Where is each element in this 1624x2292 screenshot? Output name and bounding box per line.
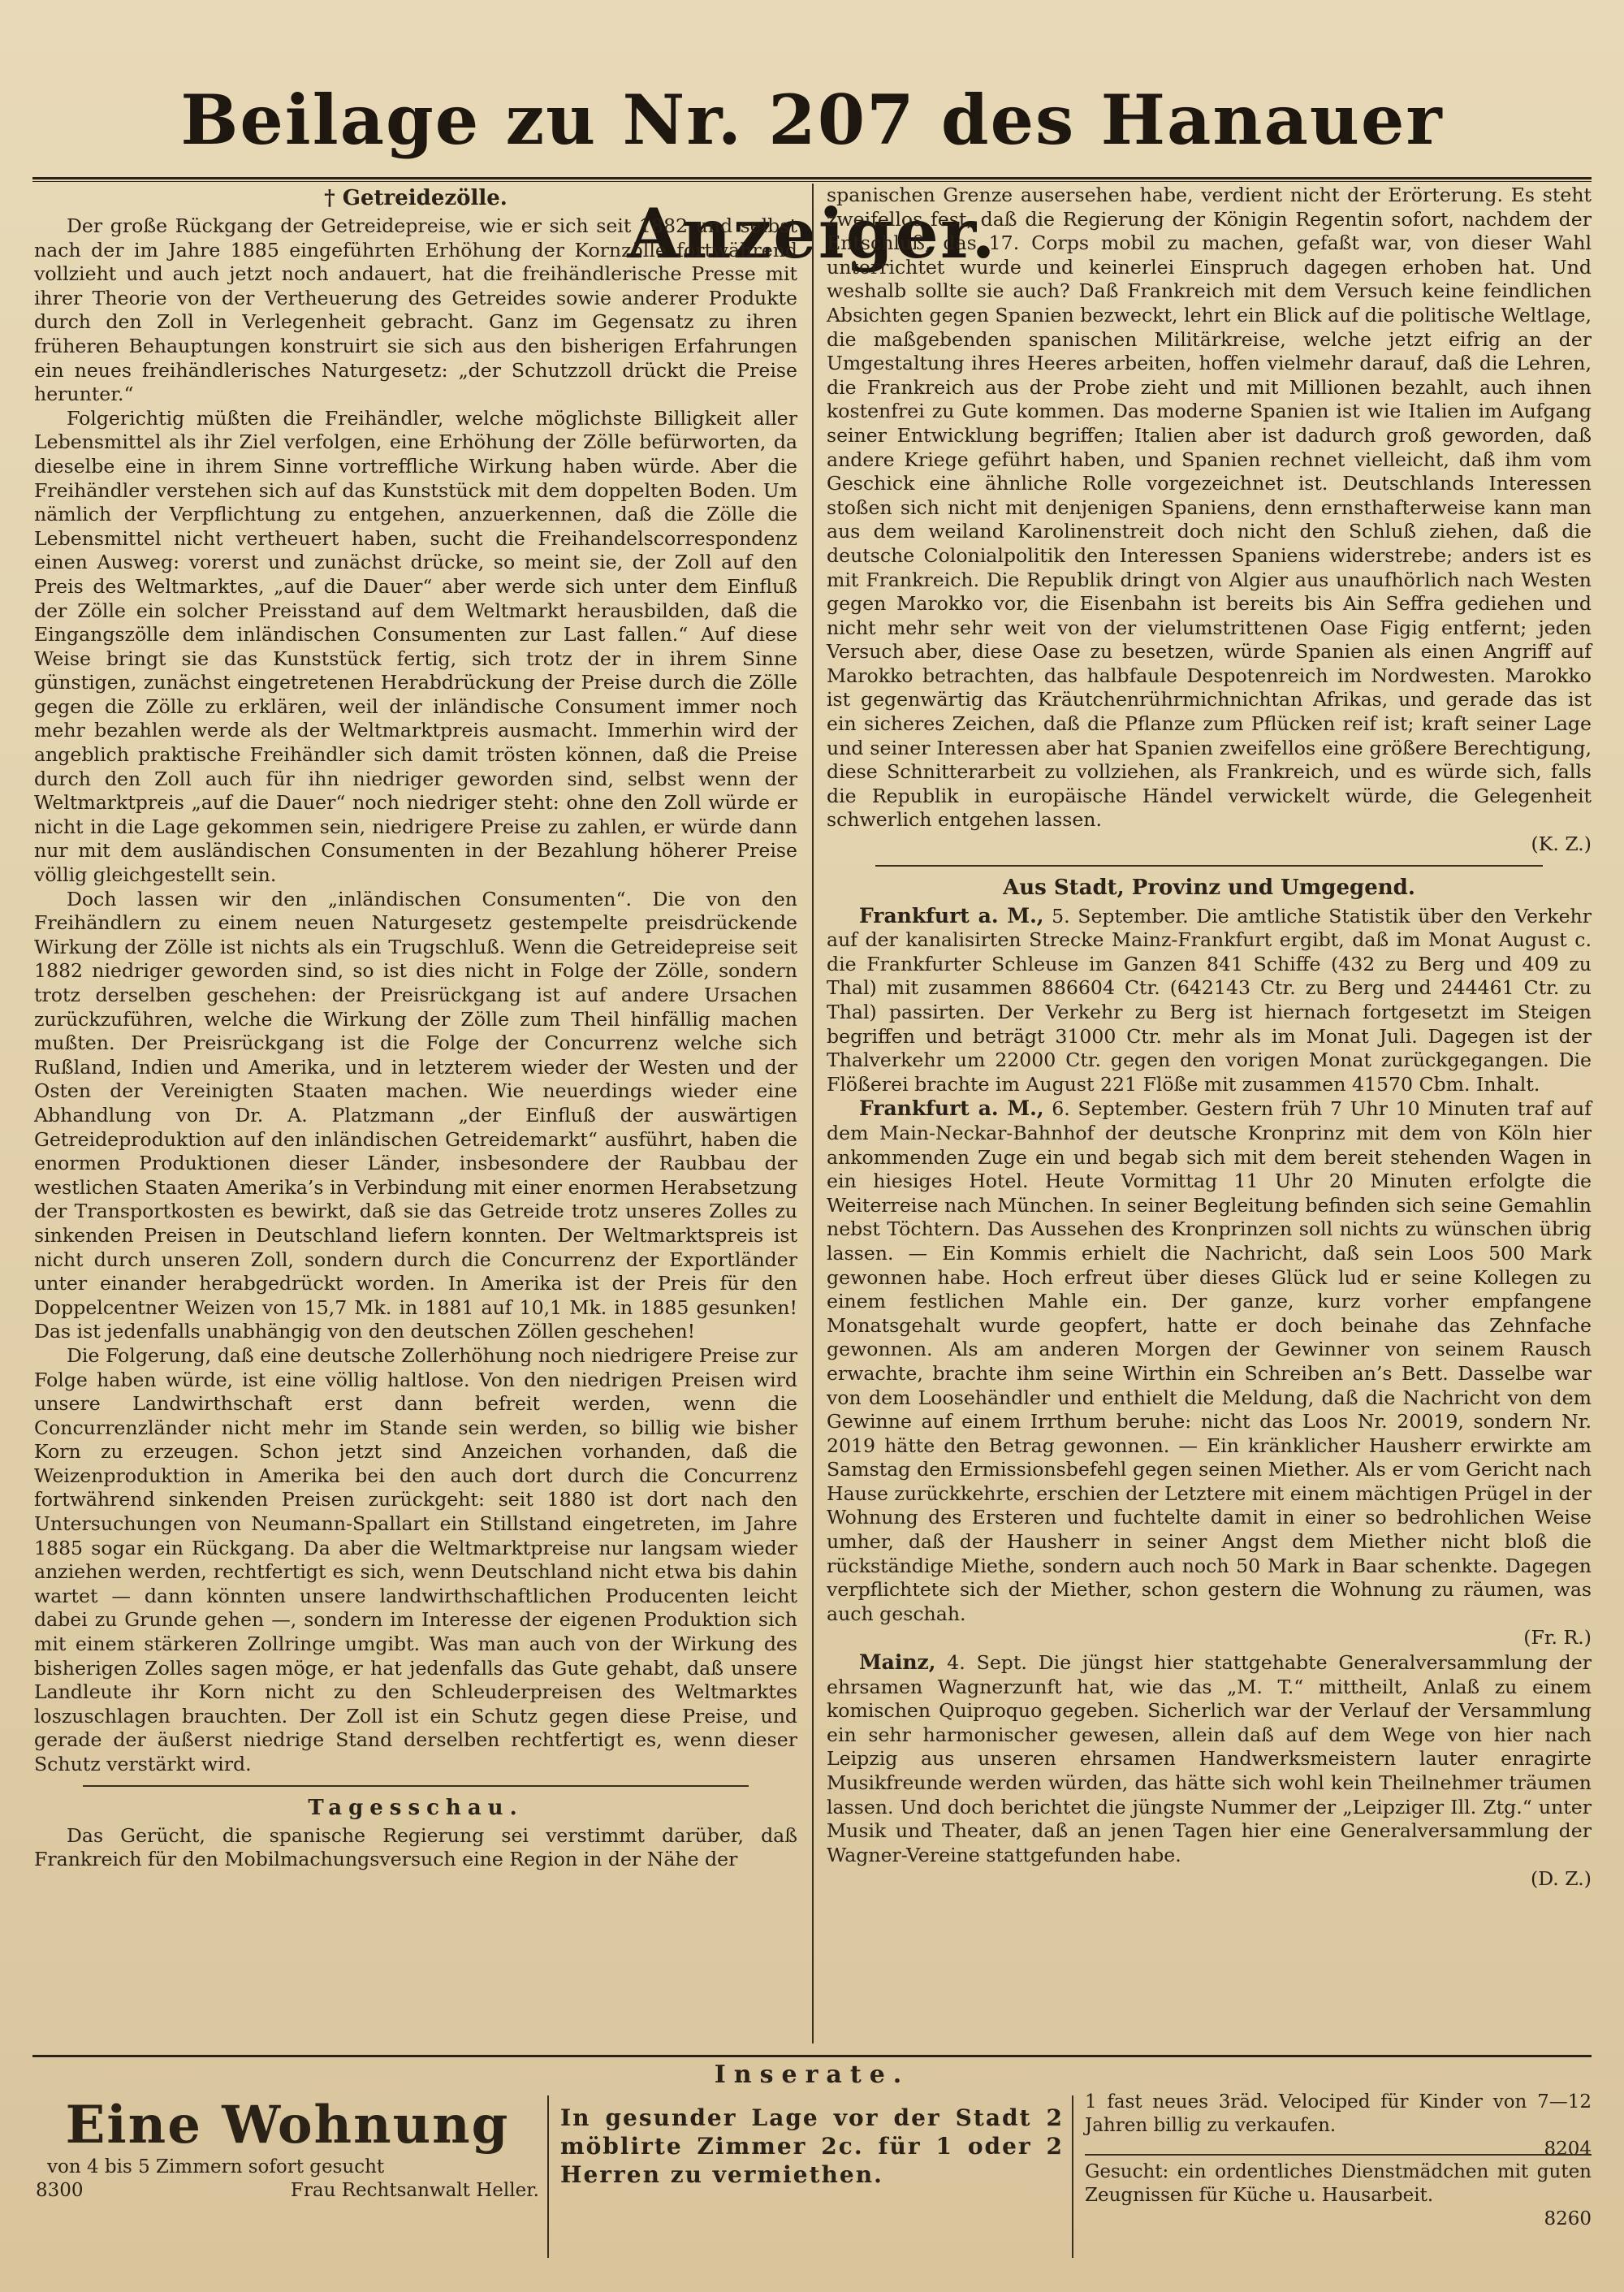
ad-velociped [1085, 2091, 1592, 2161]
news-place: Frankfurt a. M., [859, 903, 1044, 928]
ad-contact: Frau Rechtsanwalt Heller. [290, 2180, 539, 2201]
news-text: 4. Sept. Die jüngst hier stattgehabte Generalversammlung der ehrsamen Wagnerzunft hat, wie das „M. T.“ mittheilt, Anlaß zu einem komischen Quiproquo gegeben. Sicherlich war der Verlauf der Versammlung ein sehr harmonischer gewesen, allein daß auf dem Wege von hier nach Leipzig aus unseren ehrsamen Handwerksmeistern lauter enragirte Musikfreunde werden würden, das hätte sich wohl kein Theilnehmer träumen lassen. Und doch berichtet die jüngste Nummer der „Leipziger Ill. Ztg.“ unter Musik und Theater, daß an jenen Tagen hier eine Generalversammlung der Wagner-Vereine stattgefunden habe. [827, 1651, 1592, 1866]
masthead-rule [32, 177, 1592, 179]
ad-number: 8260 [1544, 2208, 1592, 2229]
ad-text: 1 fast neues 3räd. Velociped für Kinder von 7—12 Jahren billig zu verkaufen. [1085, 2091, 1592, 2136]
article-paragraph: Das Gerücht, die spanische Regierung sei verstimmt darüber, daß Frankreich für den Mobilmachungsversuch eine Region in der Nähe der [34, 1823, 797, 1871]
news-signature: (Fr. R.) [1523, 1626, 1592, 1650]
masthead: Beilage zu Nr. 207 des Hanauer Anzeiger. [180, 80, 1444, 274]
masthead-rule-thin [32, 181, 1592, 182]
ad-line: von 4 bis 5 Zimmern sofort gesucht [47, 2156, 385, 2177]
news-place: Mainz, [859, 1650, 936, 1675]
news-signature: (D. Z.) [1531, 1867, 1592, 1891]
ad-separator [1085, 2154, 1592, 2156]
ad-dienstmaedchen [1085, 2160, 1592, 2231]
section-title-stadt-provinz: Aus Stadt, Provinz und Umgegend. [1003, 875, 1415, 900]
news-text: 5. September. Die amtliche Statistik über den Verkehr auf der kanalisirten Strecke Mainz-Frankfurt ergibt, daß im Monat August c. die Frankfurter Schleuse im Ganzen 841 Schiffe (432 zu Berg und 409 zu Thal) mit zusammen 886604 Ctr. (642143 Ctr. zu Berg und 244461 Ctr. zu Thal) passirten. Der Verkehr zu Berg ist hiernach fortgesetzt im Steigen begriffen und beträgt 31000 Ctr. mehr als im Monat Juli. Dagegen ist der Thalverkehr um 22000 Ctr. gegen den vorigen Monat zurückgegangen. Die Flößerei brachte im August 221 Flöße mit zusammen 41570 Cbm. Inhalt. [827, 904, 1592, 1096]
ad-divider [1072, 2095, 1073, 2258]
ad-text: Gesucht: ein ordentliches Dienstmädchen mit guten Zeugnissen für Küche u. Hausarbeit. [1085, 2161, 1592, 2206]
news-item [827, 904, 1592, 1097]
news-text: 6. September. Gestern früh 7 Uhr 10 Minuten traf auf dem Main-Neckar-Bahnhof der deutsche Kronprinz mit dem von Köln hier ankommenden Zuge ein und begab sich mit dem bereit stehenden Wagen in ein hiesiges Hotel. Heute Vormittag 11 Uhr 20 Minuten erfolgte die Weiterreise nach München. In seiner Begleitung befinden sich seine Gemahlin nebst Töchtern. Das Aussehen des Kronprinzen soll nichts zu wünschen übrig lassen. — Ein Kommis erhielt die Nachricht, daß sein Loos 500 Mark gewonnen habe. Hoch erfreut über dieses Glück lud er seine Kollegen zu einem festlichen Mahle ein. Der ganze, kurz vorher empfangene Monatsgehalt wurde geopfert, hatte er doch beinahe das Zehnfache gewonnen. Als am anderen Morgen der Gewinner von seinem Rausch erwachte, brachte ihm seine Wirthin ein Schreiben an’s Bett. Dasselbe war von dem Loosehändler und enthielt die Meldung, daß die Nachricht von dem Gewinne auf einem Irrthum beruhe: nicht das Loos Nr. 20019, sondern Nr. 2019 hätte den Betrag gewonnen. — Ein kränklicher Hausherr erwirkte am Samstag den Ermissionsbefehl gegen seinen Miether. Als er vom Gericht nach Hause zurückkehrte, erschien der Letztere mit einem mächtigen Prügel in der Wohnung des Ersteren und fuchtelte damit in einer so bedrohlichen Weise umher, daß der Hausherr in seiner Angst dem Miether nicht bloß die rückständige Miethe, sondern auch noch 50 Mark in Baar schenkte. Dagegen verpflichtete sich der Miether, schon gestern die Wohnung zu räumen, was auch geschah. [827, 1097, 1592, 1625]
article-continuation: spanischen Grenze ausersehen habe, verdient nicht der Erörterung. Es steht zweifellos fest, daß die Regierung der Königin Regentin sofort, nachdem der Entschluß, das 17. Corps mobil zu machen, gefaßt war, von dieser Wahl unterrichtet wurde und keinerlei Einspruch dagegen erhoben hat. Und weshalb sollte sie auch? Daß Frankreich mit dem Versuch keine feindlichen Absichten gegen Spanien bezweckt, lehrt ein Blick auf die politische Weltlage, die maßgebenden spanischen Militärkreise, welche jetzt eifrig an der Umgestaltung ihres Heeres arbeiten, hoffen vielmehr darauf, daß die Lehren, die Frankreich aus der Probe zieht und mit Millionen bezahlt, auch ihnen kostenfrei zu Gute kommen. Das moderne Spanien ist wie Italien im Aufgang seiner Entwicklung begriffen; Italien aber ist dadurch groß geworden, daß andere Kriege geführt haben, und Spanien rechnet vielleicht, daß ihm vom Geschick eine ähnliche Rolle vorgezeichnet ist. Deutschlands Interessen stoßen sich nicht mit denjenigen Spaniens, denn ernsthafterweise kann man aus dem weiland Karolinenstreit doch nicht den Schluß ziehen, daß die deutsche Colonialpolitik den Interessen Spaniens widerstrebe; anders ist es mit Frankreich. Die Republik dringt von Algier aus unaufhörlich nach Westen gegen Marokko vor, die Eisenbahn ist bereits bis Ain Seffra gediehen und nicht mehr sehr weit von der vielumstrittenen Oase Figig entfernt; jeden Versuch aber, diese Oase zu besetzen, würde Spanien als einen Angriff auf Marokko betrachten, das halbfaule Despotenreich im Nordwesten. Marokko ist gegenwärtig das Kräutchenrührmichnichtan Afrikas, und gerade das ist ein sicheres Zeichen, daß die Pflanze zum Pflücken reif ist; kraft seiner Lage und seiner Interessen aber hat Spanien zweifellos eine größere Berechtigung, diese Schnitterarbeit zu vollziehen, als Frankreich, und es würde sich, falls die Republik in europäische Händel verwickelt würde, die Gelegenheit schwerlich entgehen lassen. [827, 184, 1592, 832]
left-column [34, 184, 797, 1872]
article-paragraph: Doch lassen wir den „inländischen Consumenten“. Die von den Freihändlern zu einem neuen Naturgesetz gestempelte preisdrückende Wirkung der Zölle ist nichts als ein Trugschluß. Wenn die Getreidepreise seit 1882 niedriger geworden sind, so ist dies nicht in Folge der Zölle, sondern trotz derselben geschehen: der Preisrückgang ist auf andere Ursachen zurückzuführen, welche die Wirkung der Zölle zum Theil hinfällig machen mußten. Der Preisrückgang ist die Folge der Concurrenz welche sich Rußland, Indien und Amerika, und in letzterem wieder der Westen und der Osten der Vereinigten Staaten machen. Wie neuerdings wieder eine Abhandlung von Dr. A. Platzmann „der Einfluß der auswärtigen Getreideproduktion auf den inländischen Getreidemarkt“ ausführt, haben die enormen Produktionen dieser Länder, insbesondere der Raubbau der westlichen Staaten Amerika’s in Verbindung mit einer enormen Herabsetzung der Transportkosten es bewirkt, daß sie das Getreide trotz unseres Zolles zu sinkenden Preisen in Deutschland liefern konnten. Der Weltmarktspreis ist nicht durch unseren Zoll, sondern durch die Concurrenz der Exportländer unter einander herabgedrückt worden. In Amerika ist der Preis für den Doppelcentner Weizen von 15,7 Mk. in 1881 auf 10,1 Mk. in 1885 gesunken! Das ist jedenfalls unabhängig von den deutschen Zöllen geschehen! [34, 887, 797, 1343]
news-item [827, 1096, 1592, 1626]
article-paragraph: Folgerichtig müßten die Freihändler, welche möglichste Billigkeit aller Lebensmittel als ihr Ziel verfolgen, eine Erhöhung der Zölle befürworten, da dieselbe eine in ihrem Sinne vortreffliche Wirkung haben würde. Aber die Freihändler verstehen sich auf das Kunststück mit dem doppelten Boden. Um nämlich der Verpflichtung zu entgehen, anzuerkennen, daß die Zölle die Lebensmittel nicht vertheuert haben, sucht die Freihandelscorrespondenz einen Ausweg: vorerst und zunächst drücke, so meint sie, der Zoll auf den Preis des Weltmarktes, „auf die Dauer“ aber werde sich unter dem Einfluß der Zölle ein solcher Preisstand auf dem Weltmarkt herausbilden, daß die Eingangszölle dem inländischen Consumenten zur Last fallen.“ Auf diese Weise bringt sie das Kunststück fertig, sich trotz der in ihrem Sinne günstigen, zunächst eingetretenen Herabdrückung der Preise durch die Zölle gegen die Zölle zu erklären, weil der inländische Consument immer noch mehr bezahlen werde als der Weltmarktpreis ausmacht. Immerhin wird der angeblich praktische Freihändler sich damit trösten können, daß die Preise durch den Zoll auch für ihn niedriger geworden sind, selbst wenn der Weltmarktpreis „auf die Dauer“ noch niedriger steht: ohne den Zoll würde er nicht in die Lage gekommen sein, niedrigere Preise zu zahlen, er würde dann nur mit dem ausländischen Consumenten in der Bezahlung höherer Preise völlig gleichgestellt sein. [34, 406, 797, 887]
ad-divider [547, 2095, 549, 2258]
ad-number: 8300 [36, 2180, 84, 2201]
column-divider [812, 184, 814, 2043]
article-paragraph: Der große Rückgang der Getreidepreise, wie er sich seit 1882 und selbst nach der im Jahre 1885 eingeführten Erhöhung der Kornzölle fortwährend vollzieht und auch jetzt noch andauert, hat die freihändlerische Presse mit ihrer Theorie von der Vertheuerung des Getreides sowie anderer Produkte durch den Zoll in Verlegenheit gebracht. Ganz im Gegensatz zu ihren früheren Behauptungen konstruirt sie sich aus den bisherigen Erfahrungen ein neues freihändlerisches Naturgesetz: „der Schutzzoll drückt die Preise herunter.“ [34, 214, 797, 406]
ad-headline: Eine Wohnung [65, 2095, 510, 2156]
ad-footer [36, 2179, 539, 2203]
article-title-getreidezoelle: † Getreidezölle. [324, 186, 508, 210]
ad-wohnung [36, 2095, 539, 2203]
ad-zimmer [560, 2104, 1064, 2189]
ad-number: 8204 [1544, 2138, 1592, 2160]
inserate-rule [32, 2055, 1592, 2057]
article-title-tagesschau: Tagesschau. [308, 1795, 524, 1820]
news-place: Frankfurt a. M., [859, 1096, 1044, 1121]
inserate-title: Inserate. [714, 2061, 910, 2089]
article-paragraph: Die Folgerung, daß eine deutsche Zollerhöhung noch niedrigere Preise zur Folge haben würde, ist eine völlig haltlose. Von den niedrigen Preisen wird unsere Landwirthschaft erst dann befreit werden, wenn die Concurrenzländer nicht mehr im Stande sein werden, so billig wie bisher Korn zu erzeugen. Schon jetzt sind Anzeichen vorhanden, daß die Weizenproduktion in Amerika bei den auch dort durch die Concurrenz fortwährend sinkenden Preisen zurückgeht: seit 1880 ist dort nach den Untersuchungen von Neumann-Spallart ein Stillstand eingetreten, im Jahre 1885 sogar ein Rückgang. Da aber die Weltmarktpreise nur langsam wieder anziehen werden, rechtfertigt es sich, wenn Deutschland nicht etwa bis dahin wartet — dann könnten unsere landwirthschaftlichen Producenten leicht dabei zu Grunde gehen —, sondern im Interesse der eigenen Produktion sich mit einem stärkeren Zollringe umgibt. Was man auch von der Wirkung des bisherigen Zolles sagen möge, er hat jedenfalls das Gute gehabt, daß unsere Landleute ihr Korn nicht zu den Schleuderpreisen des Weltmarktes loszuschlagen brauchten. Der Zoll ist ein Schutz gegen diese Preise, und gerade der äußerst niedrige Stand derselben rechtfertigt es, wenn dieser Schutz verstärkt wird. [34, 1343, 797, 1775]
section-divider [83, 1785, 749, 1787]
article-signature: (K. Z.) [1531, 832, 1592, 856]
section-divider [875, 865, 1543, 867]
ad-text: In gesunder Lage vor der Stadt 2 möblirte Zimmer 2c. für 1 oder 2 Herren zu vermiethen. [560, 2104, 1064, 2188]
news-item [827, 1650, 1592, 1867]
right-column [827, 184, 1592, 1892]
